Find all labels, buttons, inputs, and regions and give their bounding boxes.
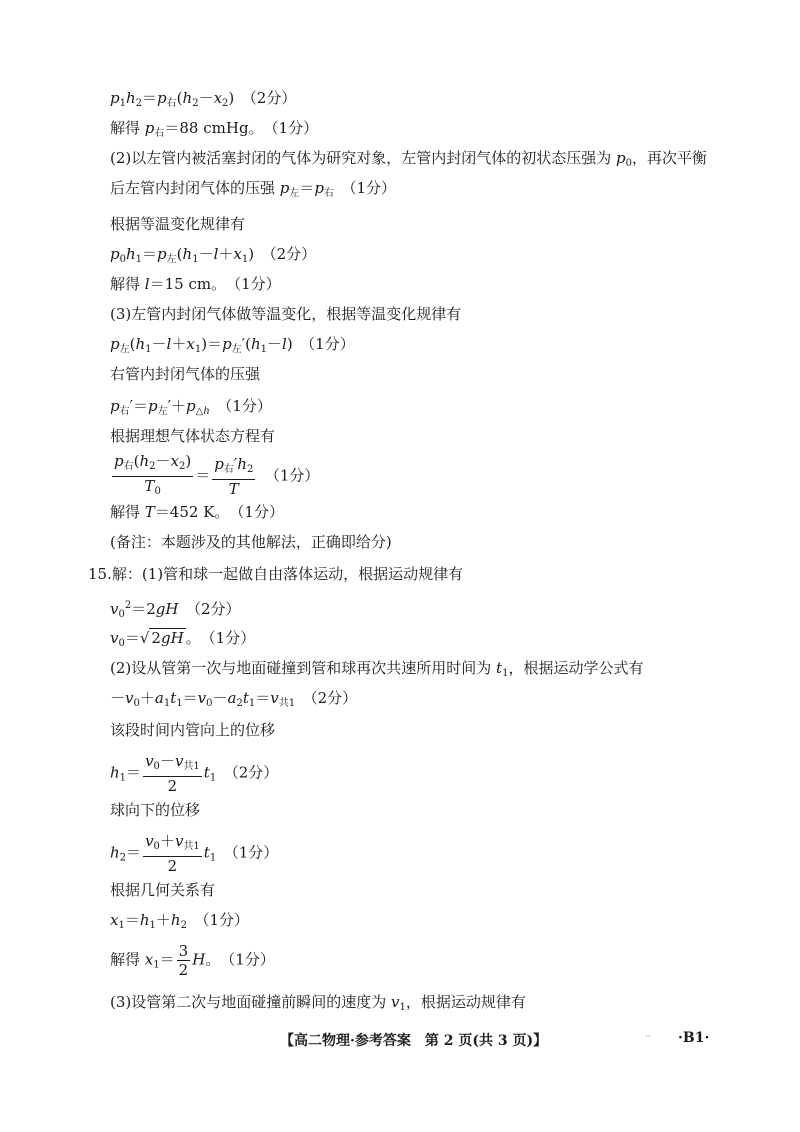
eq-line-1: $p_1h_2=p_右(h_2-x_2)$ （2分） [110, 89, 297, 109]
text-line-5: 根据等温变化规律有 [110, 215, 246, 233]
eq-line-8: $-v_0+a_1t_1=v_0-a_2t_1=v_{共1}$ （2分） [110, 689, 358, 709]
text-line-25: 根据几何关系有 [110, 881, 216, 899]
text-line-28: (3)设管第二次与地面碰撞前瞬间的速度为 $v_1$，根据运动规律有 [110, 993, 526, 1013]
fraction-h1: $\frac{v_0-v_{共1}}{2}$ [145, 752, 200, 795]
result-line-1: 解得 $p_右=88$ cmHg。 （1分） [110, 119, 319, 139]
fraction-h2: $\frac{v_0+v_{共1}}{2}$ [145, 832, 200, 875]
text-line-3: (2)以左管内被活塞封闭的气体为研究对象，左管内封闭气体的初状态压强为 $p_0$，再次平衡 [110, 149, 708, 169]
text-line-8: (3)左管内封闭气体做等温变化，根据等温变化规律有 [110, 305, 462, 323]
text-line-19: (2)设从管第一次与地面碰撞到管和球再次共速所用时间为 $t_1$，根据运动学公式有 [110, 659, 644, 679]
eq-line-7: $v_0=√$ 2gH 。 （1分） [110, 629, 256, 649]
eq-line-9: $h_1=$ $\frac{v_0-v_{共1}}{2}$ $t_1$ （2分） [110, 752, 279, 795]
result-line-2: 解得 l＝15 cm。 （1分） [110, 275, 281, 293]
page-footer [0, 1030, 800, 1054]
text-line-4: 后左管内封闭气体的压强 $p_左=p_右$ （1分） [110, 179, 397, 199]
eq-line-6: $v_0^2=2gH$ （2分） [110, 600, 241, 620]
eq-line-5: $\frac{p_右(h_2-x_2)}{T_0}$ ＝ $\frac{p_右'h_2}{T}$ （1分） [110, 452, 319, 501]
text-line-10: 右管内封闭气体的压强 [110, 365, 261, 383]
result-line-3: 解得 T＝452 K。 （1分） [110, 503, 284, 521]
fraction-right: $\frac{p_右'h_2}{T}$ [214, 455, 254, 498]
eq-line-2: $p_0h_1=p_左(h_1-l+x_1)$ （2分） [110, 245, 317, 265]
footer-title: 【高二物理·参考答案 第 2 页(共 3 页)】 [280, 1033, 548, 1049]
footer-code: ·B1· [678, 1030, 710, 1046]
text-line-23: 球向下的位移 [110, 801, 201, 819]
fraction-left: $\frac{p_右(h_2-x_2)}{T_0}$ [114, 452, 192, 497]
question-15-heading: 15.解：(1)管和球一起做自由落体运动，根据运动规律有 [88, 565, 464, 583]
note-line: (备注：本题涉及的其他解法，正确即给分) [110, 533, 392, 551]
result-line-4: 解得 $x_1=$ $\frac{3}{2}$ H。 （1分） [110, 942, 275, 979]
eq-line-3: $p_左(h_1-l+x_1)=p_左'(h_1-l)$ （1分） [110, 335, 355, 355]
text-line-21: 该段时间内管向上的位移 [110, 721, 276, 739]
eq-line-4: $p_右'=p_左'+p_{\triangle h}$ （1分） [110, 397, 272, 417]
footer-dots: ·· [645, 1032, 651, 1042]
eq-line-11: $x_1=h_1+h_2$ （1分） [110, 911, 250, 931]
fraction-three-halves: $\frac{3}{2}$ [178, 942, 189, 979]
text-line-12: 根据理想气体状态方程有 [110, 427, 276, 445]
eq-line-10: $h_2=$ $\frac{v_0+v_{共1}}{2}$ $t_1$ （1分） [110, 832, 279, 875]
